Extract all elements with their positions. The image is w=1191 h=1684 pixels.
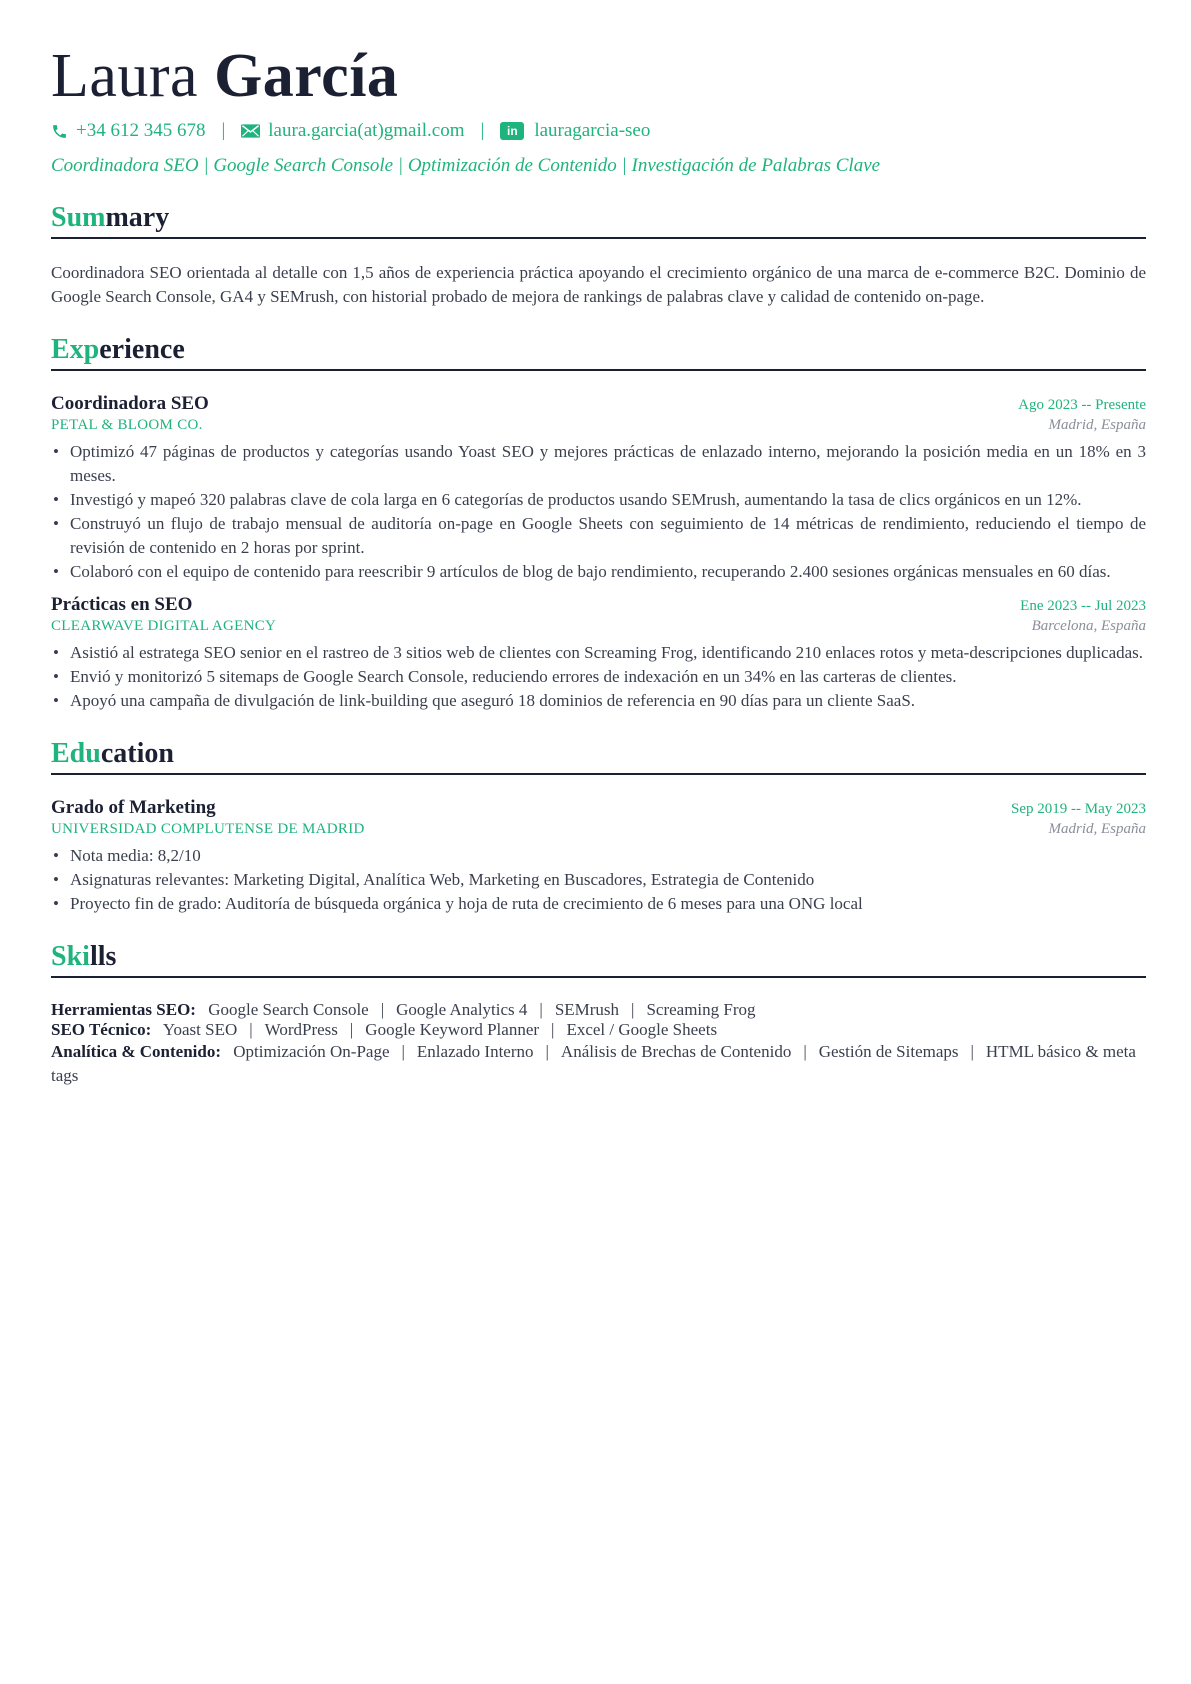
skill-item: Optimización On-Page [233,1042,390,1061]
first-name: Laura [51,42,199,110]
contact-separator: | [221,120,226,141]
skill-item: Enlazado Interno [416,1042,534,1061]
job-location: Barcelona, España [1031,618,1146,634]
bullet-item: • Nota media: 8,2/10 [51,844,1146,868]
education-section [51,737,1146,916]
skill-category: Herramientas SEO: [51,1000,196,1019]
skill-row [51,1020,1146,1040]
education-bullets [51,844,1146,916]
bullet-item: • Construyó un flujo de trabajo mensual de auditoría on-page en Google Sheets con seguimiento de 14 métricas de rendimiento, reduciendo el tiempo de revisión de contenido en 2 horas por sprint. [51,512,1146,560]
skill-separator: | [380,1000,385,1019]
phone-icon [51,123,68,140]
skill-separator: | [249,1020,253,1039]
bullet-item: • Optimizó 47 páginas de productos y categorías usando Yoast SEO y mejores prácticas de enlazado interno, mejorando la posición media en un 18% en 3 meses. [51,440,1146,488]
skill-category: SEO Técnico: [51,1020,152,1039]
skills-list [51,1000,1146,1088]
school-name: UNIVERSIDAD COMPLUTENSE DE MADRID [51,821,365,837]
skill-row [51,1040,1146,1088]
last-name: García [214,42,399,110]
job-title: Coordinadora SEO [51,393,209,414]
bullet-item: • Asignaturas relevantes: Marketing Digital, Analítica Web, Marketing en Buscadores, Estrategia de Contenido [51,868,1146,892]
job-entry [51,393,1146,584]
degree-title: Grado of Marketing [51,797,216,818]
contact-linkedin[interactable] [500,120,650,142]
job-bullets [51,641,1146,713]
linkedin-icon: in [500,122,524,140]
skill-category: Analítica & Contenido: [51,1042,221,1061]
school-location: Madrid, España [1048,821,1146,837]
bullet-item: • Apoyó una campaña de divulgación de link-building que aseguró 18 dominios de referencia en 90 días para un cliente SaaS. [51,689,1146,713]
section-title-education: Education [51,737,1146,775]
skill-separator: | [970,1042,974,1061]
bullet-item: • Proyecto fin de grado: Auditoría de búsqueda orgánica y hoja de ruta de crecimiento de 6 meses para una ONG local [51,892,1146,916]
skill-item: Screaming Frog [646,1000,756,1019]
bullet-item: • Envió y monitorizó 5 sitemaps de Google Search Console, reduciendo errores de indexación en un 34% en las carteras de clientes. [51,665,1146,689]
section-title-summary: Summary [51,201,1146,239]
bullet-item: • Colaboró con el equipo de contenido para reescribir 9 artículos de blog de bajo rendimiento, recuperando 2.400 sesiones orgánicas mensuales en 60 días. [51,560,1146,584]
contact-phone[interactable] [51,120,205,142]
job-location: Madrid, España [1048,417,1146,433]
skill-item: SEMrush [554,1000,620,1019]
job-entry [51,594,1146,713]
skill-separator: | [539,1000,543,1019]
contact-email[interactable] [241,120,464,142]
summary-text: Coordinadora SEO orientada al detalle con 1,5 años de experiencia práctica apoyando el crecimiento orgánico de una marca de e-commerce B2C. Dominio de Google Search Console, GA4 y SEMrush, con historial probado de mejora de rankings de palabras clave y calidad de contenido on-page. [51,263,1146,306]
job-company: PETAL & BLOOM CO. [51,417,203,433]
skill-item: Excel / Google Sheets [566,1020,718,1039]
job-dates: Ago 2023 -- Presente [1018,397,1146,413]
email-text: laura.garcia(at)gmail.com [268,120,465,141]
skill-item: WordPress [264,1020,338,1039]
skill-item: Google Search Console [208,1000,369,1019]
contact-separator: | [480,120,485,141]
experience-section [51,333,1146,713]
mail-icon [241,124,260,138]
contact-bar [51,118,1146,144]
skill-item: HTML básico & meta tags [51,1042,1136,1085]
skill-item: Google Keyword Planner [365,1020,540,1039]
education-entry [51,797,1146,916]
phone-text: +34 612 345 678 [76,120,206,141]
job-company: CLEARWAVE DIGITAL AGENCY [51,618,277,634]
job-title: Prácticas en SEO [51,594,193,615]
skills-section [51,940,1146,1088]
linkedin-text: lauragarcia-seo [534,120,651,141]
skill-item: Google Analytics 4 [396,1000,528,1019]
skill-separator: | [401,1042,405,1061]
skill-separator: | [545,1042,549,1061]
section-title-skills: Skills [51,940,1146,978]
skill-item: Yoast SEO [162,1020,238,1039]
skill-separator: | [349,1020,354,1039]
bullet-item: • Investigó y mapeó 320 palabras clave de cola larga en 6 categorías de productos usando SEMrush, aumentando la tasa de clics orgánicos en un 12%. [51,488,1146,512]
education-dates: Sep 2019 -- May 2023 [1011,801,1146,817]
skill-separator: | [631,1000,635,1019]
section-title-experience: Experience [51,333,1146,371]
skill-separator: | [551,1020,555,1039]
summary-section [51,201,1146,309]
skill-item: Gestión de Sitemaps [818,1042,959,1061]
skill-separator: | [803,1042,807,1061]
job-bullets [51,440,1146,584]
skill-item: Análisis de Brechas de Contenido [560,1042,792,1061]
skill-row [51,1000,1146,1020]
headline-tagline: Coordinadora SEO | Google Search Console | Optimización de Contenido | Investigación de Palabras Clave [51,155,881,176]
job-dates: Ene 2023 -- Jul 2023 [1020,598,1146,614]
bullet-item: • Asistió al estratega SEO senior en el rastreo de 3 sitios web de clientes con Screaming Frog, identificando 210 enlaces rotos y meta-descripciones duplicadas. [51,641,1146,665]
candidate-name [51,40,1146,112]
